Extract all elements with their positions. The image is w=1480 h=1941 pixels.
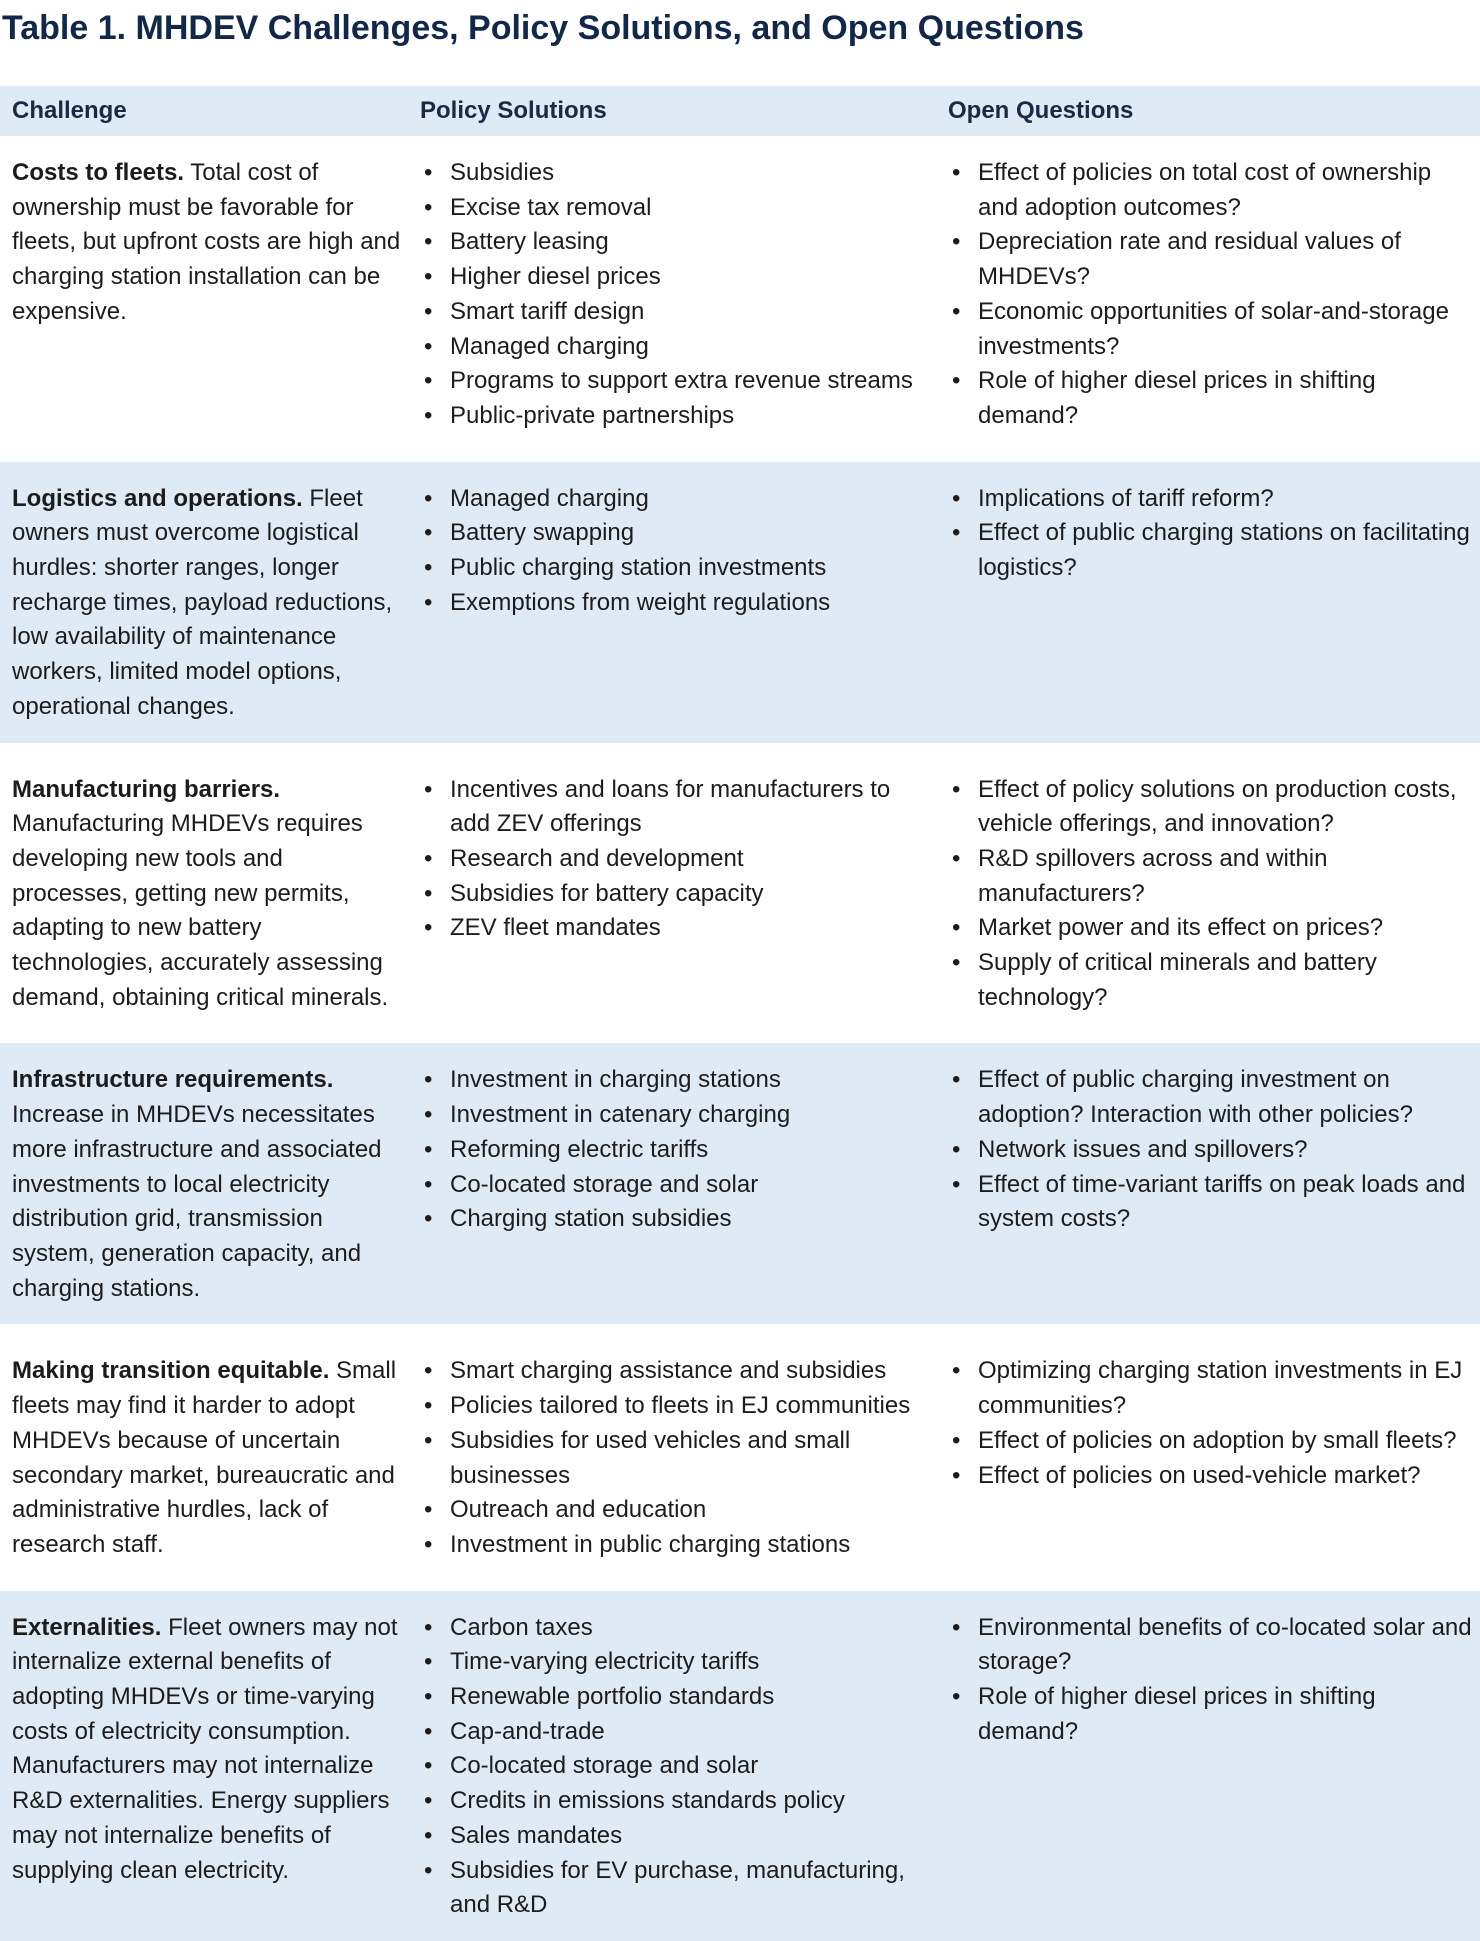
policy-solution-item: • Smart tariff design: [422, 295, 932, 330]
policy-solution-item: • Investment in catenary charging: [422, 1098, 932, 1133]
challenge-heading: Infrastructure requirements.: [12, 1066, 334, 1094]
policy-solution-item: • Renewable portfolio standards: [422, 1680, 932, 1715]
open-questions-list: [950, 482, 1472, 586]
open-question-item: • Effect of policies on adoption by small fleets?: [950, 1424, 1472, 1459]
policy-solution-item: • Incentives and loans for manufacturers to add ZEV offerings: [422, 773, 932, 842]
policy-solution-item: • Credits in emissions standards policy: [422, 1784, 932, 1819]
policy-solutions-cell: [408, 1586, 936, 1941]
challenge-cell: [0, 1586, 408, 1941]
open-question-item: • Supply of critical minerals and battery technology?: [950, 946, 1472, 1015]
policy-solutions-cell: [408, 748, 936, 1039]
open-questions-cell: [936, 1586, 1480, 1941]
policy-solution-item: • Co-located storage and solar: [422, 1168, 932, 1203]
policy-solution-item: • Battery swapping: [422, 516, 932, 551]
policy-solutions-cell: [408, 457, 936, 748]
header-row: [0, 86, 1480, 136]
challenge-cell: [0, 1329, 408, 1585]
challenge-description: Small fleets may find it harder to adopt MHDEVs because of uncertain secondary market, bureaucratic and administrative hurdles, lack of research staff.: [12, 1357, 397, 1558]
challenge-description: Fleet owners may not internalize external benefits of adopting MHDEVs or time-varying costs of electricity consumption. Manufacturers may not internalize R&D externalities. Energy suppliers may not internalize benefits of supplying clean electricity.: [12, 1613, 398, 1884]
policy-solution-item: • Programs to support extra revenue streams: [422, 364, 932, 399]
policy-solution-item: • Subsidies for used vehicles and small businesses: [422, 1424, 932, 1493]
table-body: [0, 136, 1480, 1941]
open-questions-list: [950, 156, 1472, 434]
table-row: [0, 1329, 1480, 1585]
policy-solution-item: • Smart charging assistance and subsidies: [422, 1354, 932, 1389]
challenge-heading: Costs to fleets.: [12, 159, 185, 186]
open-question-item: • Role of higher diesel prices in shifting demand?: [950, 1680, 1472, 1749]
open-question-item: • Effect of policies on used-vehicle market?: [950, 1459, 1472, 1494]
policy-solution-item: • Research and development: [422, 842, 932, 877]
open-questions-list: [950, 1611, 1472, 1750]
policy-solution-item: • Excise tax removal: [422, 191, 932, 226]
open-question-item: • Optimizing charging station investments in EJ communities?: [950, 1354, 1472, 1423]
policy-solutions-list: [422, 156, 932, 434]
table-row: [0, 457, 1480, 748]
policy-solution-item: • Investment in public charging stations: [422, 1528, 932, 1563]
column-header-policy-solutions: Policy Solutions: [408, 86, 936, 136]
challenge-heading: Manufacturing barriers.: [12, 775, 281, 803]
challenge-description: Total cost of ownership must be favorable for fleets, but upfront costs are high and charging station installation can be expensive.: [12, 159, 401, 325]
challenge-description: Increase in MHDEVs necessitates more infrastructure and associated investments to local electricity distribution grid, transmission system, generation capacity, and charging stations.: [12, 1101, 382, 1302]
policy-solution-item: • Managed charging: [422, 482, 932, 517]
column-header-challenge: Challenge: [0, 86, 408, 136]
challenge-cell: [0, 1038, 408, 1329]
policy-solution-item: • Higher diesel prices: [422, 260, 932, 295]
policy-solutions-list: [422, 1063, 932, 1237]
policy-solution-item: • Co-located storage and solar: [422, 1749, 932, 1784]
open-question-item: • Effect of policy solutions on production costs, vehicle offerings, and innovation?: [950, 773, 1472, 842]
challenge-cell: [0, 748, 408, 1039]
table-title: Table 1. MHDEV Challenges, Policy Solutions, and Open Questions: [2, 9, 1084, 47]
challenge-cell: [0, 136, 408, 457]
policy-solution-item: • ZEV fleet mandates: [422, 911, 932, 946]
open-questions-cell: [936, 136, 1480, 457]
policy-solution-item: • Subsidies for EV purchase, manufacturing, and R&D: [422, 1854, 932, 1923]
challenge-heading: Logistics and operations.: [12, 484, 303, 512]
open-questions-list: [950, 773, 1472, 1016]
policy-solutions-cell: [408, 1038, 936, 1329]
policy-solution-item: • Investment in charging stations: [422, 1063, 932, 1098]
policy-solutions-list: [422, 1611, 932, 1923]
open-question-item: • Market power and its effect on prices?: [950, 911, 1472, 946]
policy-solution-item: • Subsidies: [422, 156, 932, 191]
challenge-cell: [0, 457, 408, 748]
open-question-item: • Implications of tariff reform?: [950, 482, 1472, 517]
open-questions-list: [950, 1354, 1472, 1493]
open-questions-list: [950, 1063, 1472, 1237]
table-row: [0, 1038, 1480, 1329]
policy-solution-item: • Battery leasing: [422, 225, 932, 260]
challenge-heading: Externalities.: [12, 1613, 162, 1641]
open-question-item: • R&D spillovers across and within manufacturers?: [950, 842, 1472, 911]
policy-solutions-list: [422, 1354, 932, 1562]
policy-solution-item: • Managed charging: [422, 330, 932, 365]
open-question-item: • Economic opportunities of solar-and-storage investments?: [950, 295, 1472, 364]
policy-solution-item: • Subsidies for battery capacity: [422, 877, 932, 912]
open-question-item: • Effect of public charging investment on adoption? Interaction with other policies?: [950, 1063, 1472, 1132]
open-question-item: • Effect of policies on total cost of ownership and adoption outcomes?: [950, 156, 1472, 225]
open-question-item: • Network issues and spillovers?: [950, 1133, 1472, 1168]
challenge-description: Manufacturing MHDEVs requires developing new tools and processes, getting new permits, adapting to new battery technologies, accurately assessing demand, obtaining critical minerals.: [12, 810, 389, 1011]
challenge-description: Fleet owners must overcome logistical hurdles: shorter ranges, longer recharge times, payload reductions, low availability of maintenance workers, limited model options, operational changes.: [12, 484, 393, 720]
table-header: [0, 86, 1480, 136]
open-question-item: • Depreciation rate and residual values of MHDEVs?: [950, 225, 1472, 294]
table-row: [0, 748, 1480, 1039]
open-question-item: • Effect of time-variant tariffs on peak loads and system costs?: [950, 1168, 1472, 1237]
challenge-heading: Making transition equitable.: [12, 1357, 330, 1385]
policy-solution-item: • Public charging station investments: [422, 551, 932, 586]
open-question-item: • Environmental benefits of co-located solar and storage?: [950, 1611, 1472, 1680]
open-question-item: • Role of higher diesel prices in shifting demand?: [950, 364, 1472, 433]
policy-solution-item: • Sales mandates: [422, 1819, 932, 1854]
policy-solution-item: • Public-private partnerships: [422, 399, 932, 434]
open-questions-cell: [936, 1329, 1480, 1585]
open-questions-cell: [936, 1038, 1480, 1329]
table-row: [0, 1586, 1480, 1941]
policy-solutions-cell: [408, 136, 936, 457]
policy-solution-item: • Carbon taxes: [422, 1611, 932, 1646]
policy-solution-item: • Exemptions from weight regulations: [422, 586, 932, 621]
column-header-open-questions: Open Questions: [936, 86, 1480, 136]
challenges-table: [0, 86, 1480, 1941]
policy-solutions-list: [422, 773, 932, 947]
policy-solution-item: • Policies tailored to fleets in EJ communities: [422, 1389, 932, 1424]
policy-solutions-list: [422, 482, 932, 621]
open-questions-cell: [936, 457, 1480, 748]
table-row: [0, 136, 1480, 457]
policy-solution-item: • Cap-and-trade: [422, 1715, 932, 1750]
policy-solution-item: • Charging station subsidies: [422, 1202, 932, 1237]
policy-solutions-cell: [408, 1329, 936, 1585]
open-question-item: • Effect of public charging stations on facilitating logistics?: [950, 516, 1472, 585]
open-questions-cell: [936, 748, 1480, 1039]
policy-solution-item: • Outreach and education: [422, 1493, 932, 1528]
policy-solution-item: • Reforming electric tariffs: [422, 1133, 932, 1168]
policy-solution-item: • Time-varying electricity tariffs: [422, 1645, 932, 1680]
